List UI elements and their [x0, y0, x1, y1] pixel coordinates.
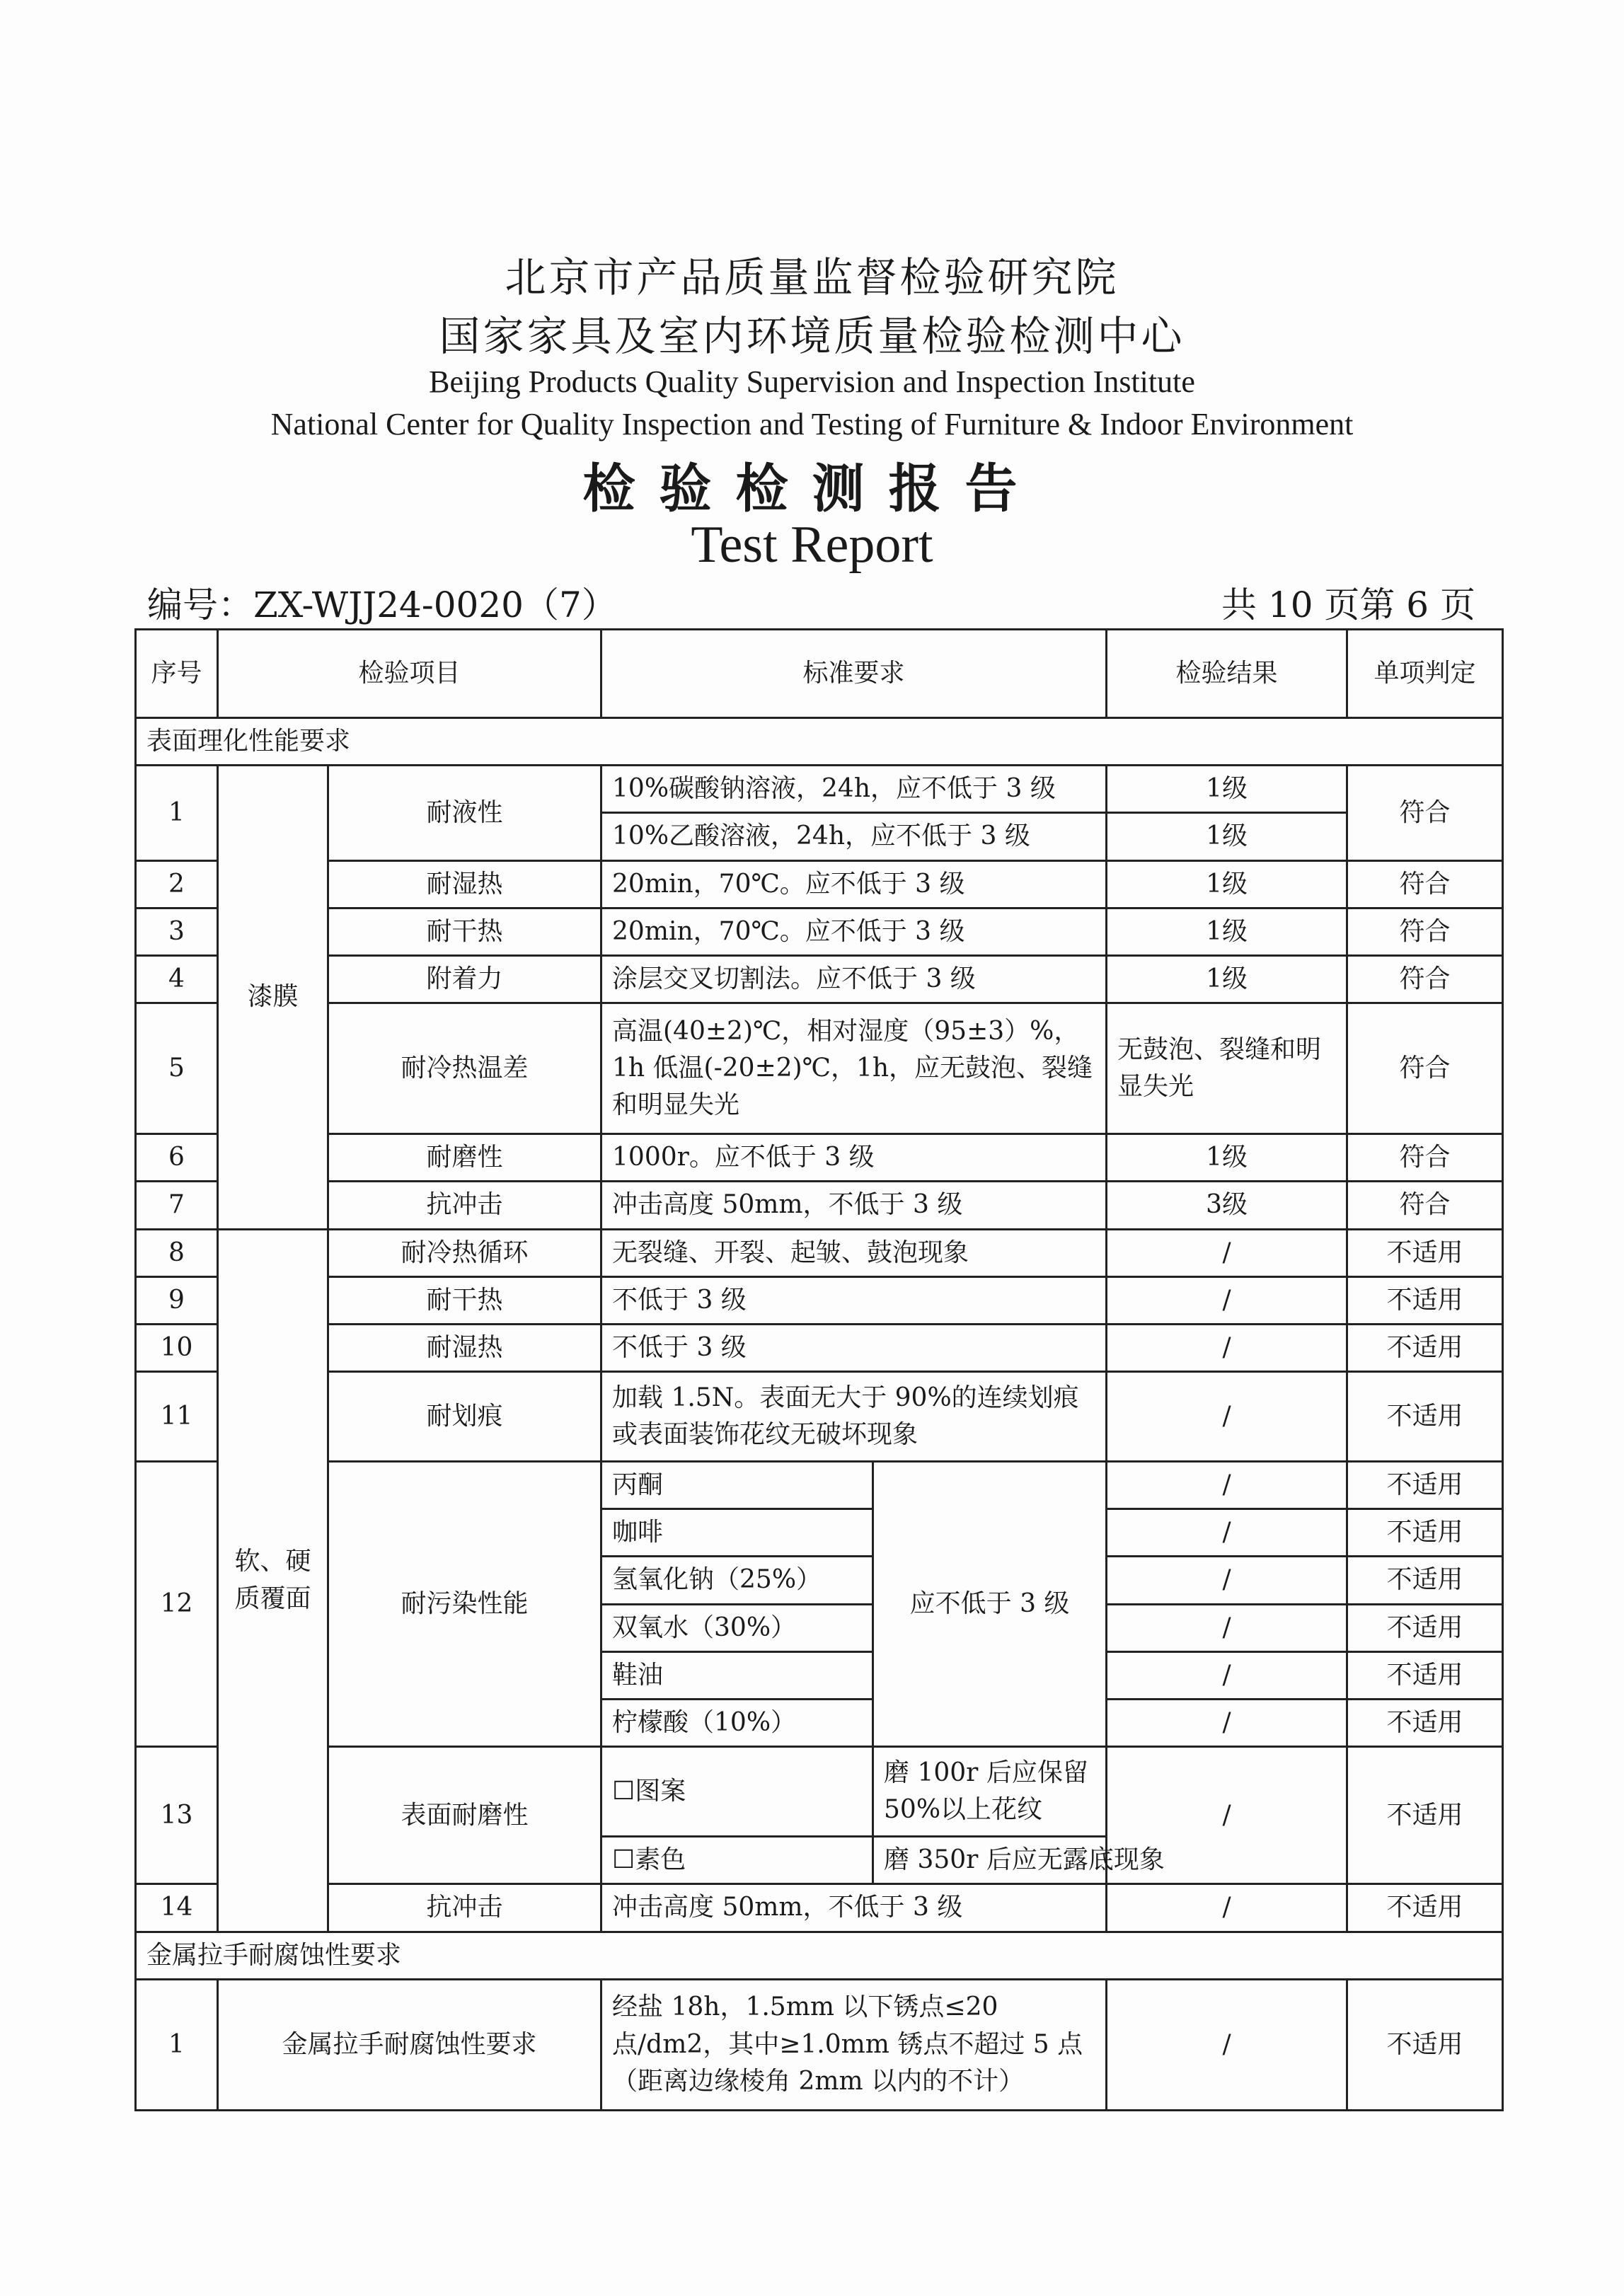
standard-text: 不低于 3 级: [601, 1324, 1107, 1371]
standard-text: 磨 350r 后应无露底现象: [873, 1837, 1107, 1884]
test-item: 耐磨性: [328, 1134, 601, 1182]
header-result: 检验结果: [1107, 630, 1347, 718]
org-name-cn-2: 国家家具及室内环境质量检验检测中心: [439, 312, 1185, 360]
verdict-text: 符合: [1347, 955, 1503, 1003]
verdict-text: 符合: [1347, 1003, 1503, 1134]
table-row: [136, 860, 1503, 908]
reagent-name: 咖啡: [601, 1509, 873, 1557]
verdict-text: 不适用: [1347, 1462, 1503, 1509]
table-row: [136, 1979, 1503, 2110]
table-row: [136, 1324, 1503, 1371]
verdict-text: 不适用: [1347, 1229, 1503, 1276]
table-row: [136, 1276, 1503, 1324]
org-name-en-2: National Center for Quality Inspection and Testing of Furniture & Indoor Environment: [270, 407, 1354, 442]
report-title-en: Test Report: [691, 516, 933, 574]
test-item: 耐液性: [328, 766, 601, 860]
standard-text: 加载 1.5N。表面无大于 90%的连续划痕或表面装饰花纹无破坏现象: [601, 1372, 1107, 1462]
table-row: [136, 1229, 1503, 1276]
standard-text: 无裂缝、开裂、起皱、鼓泡现象: [601, 1229, 1107, 1276]
result-text: /: [1107, 1884, 1347, 1932]
result-text: /: [1107, 1276, 1347, 1324]
org-name-cn-1: 北京市产品质量监督检验研究院: [505, 253, 1119, 301]
standard-text: 10%乙酸溶液，24h，应不低于 3 级: [601, 813, 1107, 860]
result-text: 1级: [1107, 766, 1347, 813]
result-text: /: [1107, 1509, 1347, 1557]
verdict-text: 不适用: [1347, 1979, 1503, 2110]
row-number: 12: [136, 1462, 218, 1747]
table-row: [136, 1884, 1503, 1932]
result-text: /: [1107, 1747, 1347, 1884]
result-text: /: [1107, 1372, 1347, 1462]
standard-text: 磨 100r 后应保留 50%以上花纹: [873, 1747, 1107, 1837]
standard-text: 不低于 3 级: [601, 1276, 1107, 1324]
test-item: 耐干热: [328, 908, 601, 955]
result-text: /: [1107, 1651, 1347, 1699]
result-text: 1级: [1107, 955, 1347, 1003]
standard-text: 20min，70℃。应不低于 3 级: [601, 908, 1107, 955]
standard-text: 1000r。应不低于 3 级: [601, 1134, 1107, 1182]
table-row: [136, 1134, 1503, 1182]
row-number: 10: [136, 1324, 218, 1371]
group-label: 软、硬质覆面: [218, 1229, 328, 1932]
result-text: /: [1107, 1324, 1347, 1371]
row-number: 7: [136, 1182, 218, 1229]
verdict-text: 符合: [1347, 766, 1503, 860]
row-number: 1: [136, 766, 218, 860]
row-number: 5: [136, 1003, 218, 1134]
result-text: /: [1107, 1462, 1347, 1509]
result-text: 1级: [1107, 813, 1347, 860]
standard-text: 高温(40±2)℃，相对湿度（95±3）%，1h 低温(-20±2)℃，1h，应无鼓泡、裂缝和明显失光: [601, 1003, 1107, 1134]
standard-text: 冲击高度 50mm，不低于 3 级: [601, 1182, 1107, 1229]
table-header-row: [136, 630, 1503, 718]
report-title-cn: 检验检测报告: [582, 458, 1042, 519]
reagent-name: 双氧水（30%）: [601, 1604, 873, 1651]
row-number: 4: [136, 955, 218, 1003]
table-row: [136, 908, 1503, 955]
verdict-text: 不适用: [1347, 1700, 1503, 1747]
test-item: 耐冷热循环: [328, 1229, 601, 1276]
test-item: 附着力: [328, 955, 601, 1003]
org-name-en-1: Beijing Products Quality Supervision and Inspection Institute: [429, 364, 1195, 399]
standard-text: 经盐 18h，1.5mm 以下锈点≤20 点/dm2，其中≥1.0mm 锈点不超过 5 点（距离边缘棱角 2mm 以内的不计）: [601, 1979, 1107, 2110]
verdict-text: 不适用: [1347, 1509, 1503, 1557]
row-number: 9: [136, 1276, 218, 1324]
table-row: [136, 1003, 1503, 1134]
row-number: 3: [136, 908, 218, 955]
row-number: 13: [136, 1747, 218, 1884]
test-item: 抗冲击: [328, 1182, 601, 1229]
result-text: 3级: [1107, 1182, 1347, 1229]
verdict-text: 不适用: [1347, 1372, 1503, 1462]
verdict-text: 符合: [1347, 1182, 1503, 1229]
test-item: 金属拉手耐腐蚀性要求: [218, 1979, 601, 2110]
row-number: 2: [136, 860, 218, 908]
result-text: 1级: [1107, 860, 1347, 908]
reagent-name: 丙酮: [601, 1462, 873, 1509]
page-info: 共 10 页第 6 页: [1221, 584, 1475, 625]
table-row: [136, 1372, 1503, 1462]
test-item: 耐湿热: [328, 860, 601, 908]
test-item: 表面耐磨性: [328, 1747, 601, 1884]
result-text: 1级: [1107, 908, 1347, 955]
reagent-name: 柠檬酸（10%）: [601, 1700, 873, 1747]
standard-text: 涂层交叉切割法。应不低于 3 级: [601, 955, 1107, 1003]
standard-text: 10%碳酸钠溶液，24h，应不低于 3 级: [601, 766, 1107, 813]
reagent-name: 鞋油: [601, 1651, 873, 1699]
verdict-text: 符合: [1347, 1134, 1503, 1182]
table-row: [136, 1182, 1503, 1229]
test-item: 耐湿热: [328, 1324, 601, 1371]
section-row: [136, 718, 1503, 766]
verdict-text: 不适用: [1347, 1884, 1503, 1932]
reagent-name: 氢氧化钠（25%）: [601, 1557, 873, 1604]
header-verdict: 单项判定: [1347, 630, 1503, 718]
row-number: 8: [136, 1229, 218, 1276]
verdict-text: 符合: [1347, 860, 1503, 908]
finish-type: ☐图案: [601, 1747, 873, 1837]
verdict-text: 不适用: [1347, 1324, 1503, 1371]
verdict-text: 不适用: [1347, 1747, 1503, 1884]
standard-text: 应不低于 3 级: [873, 1462, 1107, 1747]
table-row: [136, 1747, 1503, 1837]
section-title: 表面理化性能要求: [136, 718, 1503, 766]
result-text: 无鼓泡、裂缝和明显失光: [1107, 1003, 1347, 1134]
finish-type: ☐素色: [601, 1837, 873, 1884]
verdict-text: 不适用: [1347, 1604, 1503, 1651]
verdict-text: 不适用: [1347, 1276, 1503, 1324]
test-item: 抗冲击: [328, 1884, 601, 1932]
section-row: [136, 1932, 1503, 1979]
test-item: 耐冷热温差: [328, 1003, 601, 1134]
result-text: /: [1107, 1557, 1347, 1604]
result-text: /: [1107, 1700, 1347, 1747]
test-item: 耐污染性能: [328, 1462, 601, 1747]
row-number: 1: [136, 1979, 218, 2110]
test-item: 耐干热: [328, 1276, 601, 1324]
standard-text: 冲击高度 50mm，不低于 3 级: [601, 1884, 1107, 1932]
table-row: [136, 766, 1503, 813]
row-number: 6: [136, 1134, 218, 1182]
result-text: /: [1107, 1229, 1347, 1276]
result-text: /: [1107, 1979, 1347, 2110]
header-standard: 标准要求: [601, 630, 1107, 718]
table-row: [136, 1462, 1503, 1509]
row-number: 14: [136, 1884, 218, 1932]
header-item: 检验项目: [218, 630, 601, 718]
row-number: 11: [136, 1372, 218, 1462]
standard-text: 20min，70℃。应不低于 3 级: [601, 860, 1107, 908]
result-text: /: [1107, 1604, 1347, 1651]
group-label: 漆膜: [218, 766, 328, 1229]
test-item: 耐划痕: [328, 1372, 601, 1462]
verdict-text: 不适用: [1347, 1557, 1503, 1604]
table-row: [136, 955, 1503, 1003]
section-title: 金属拉手耐腐蚀性要求: [136, 1932, 1503, 1979]
verdict-text: 符合: [1347, 908, 1503, 955]
report-number: 编号：ZX-WJJ24-0020（7）: [147, 584, 617, 625]
verdict-text: 不适用: [1347, 1651, 1503, 1699]
result-text: 1级: [1107, 1134, 1347, 1182]
inspection-table: [134, 628, 1504, 2111]
header-seq: 序号: [136, 630, 218, 718]
